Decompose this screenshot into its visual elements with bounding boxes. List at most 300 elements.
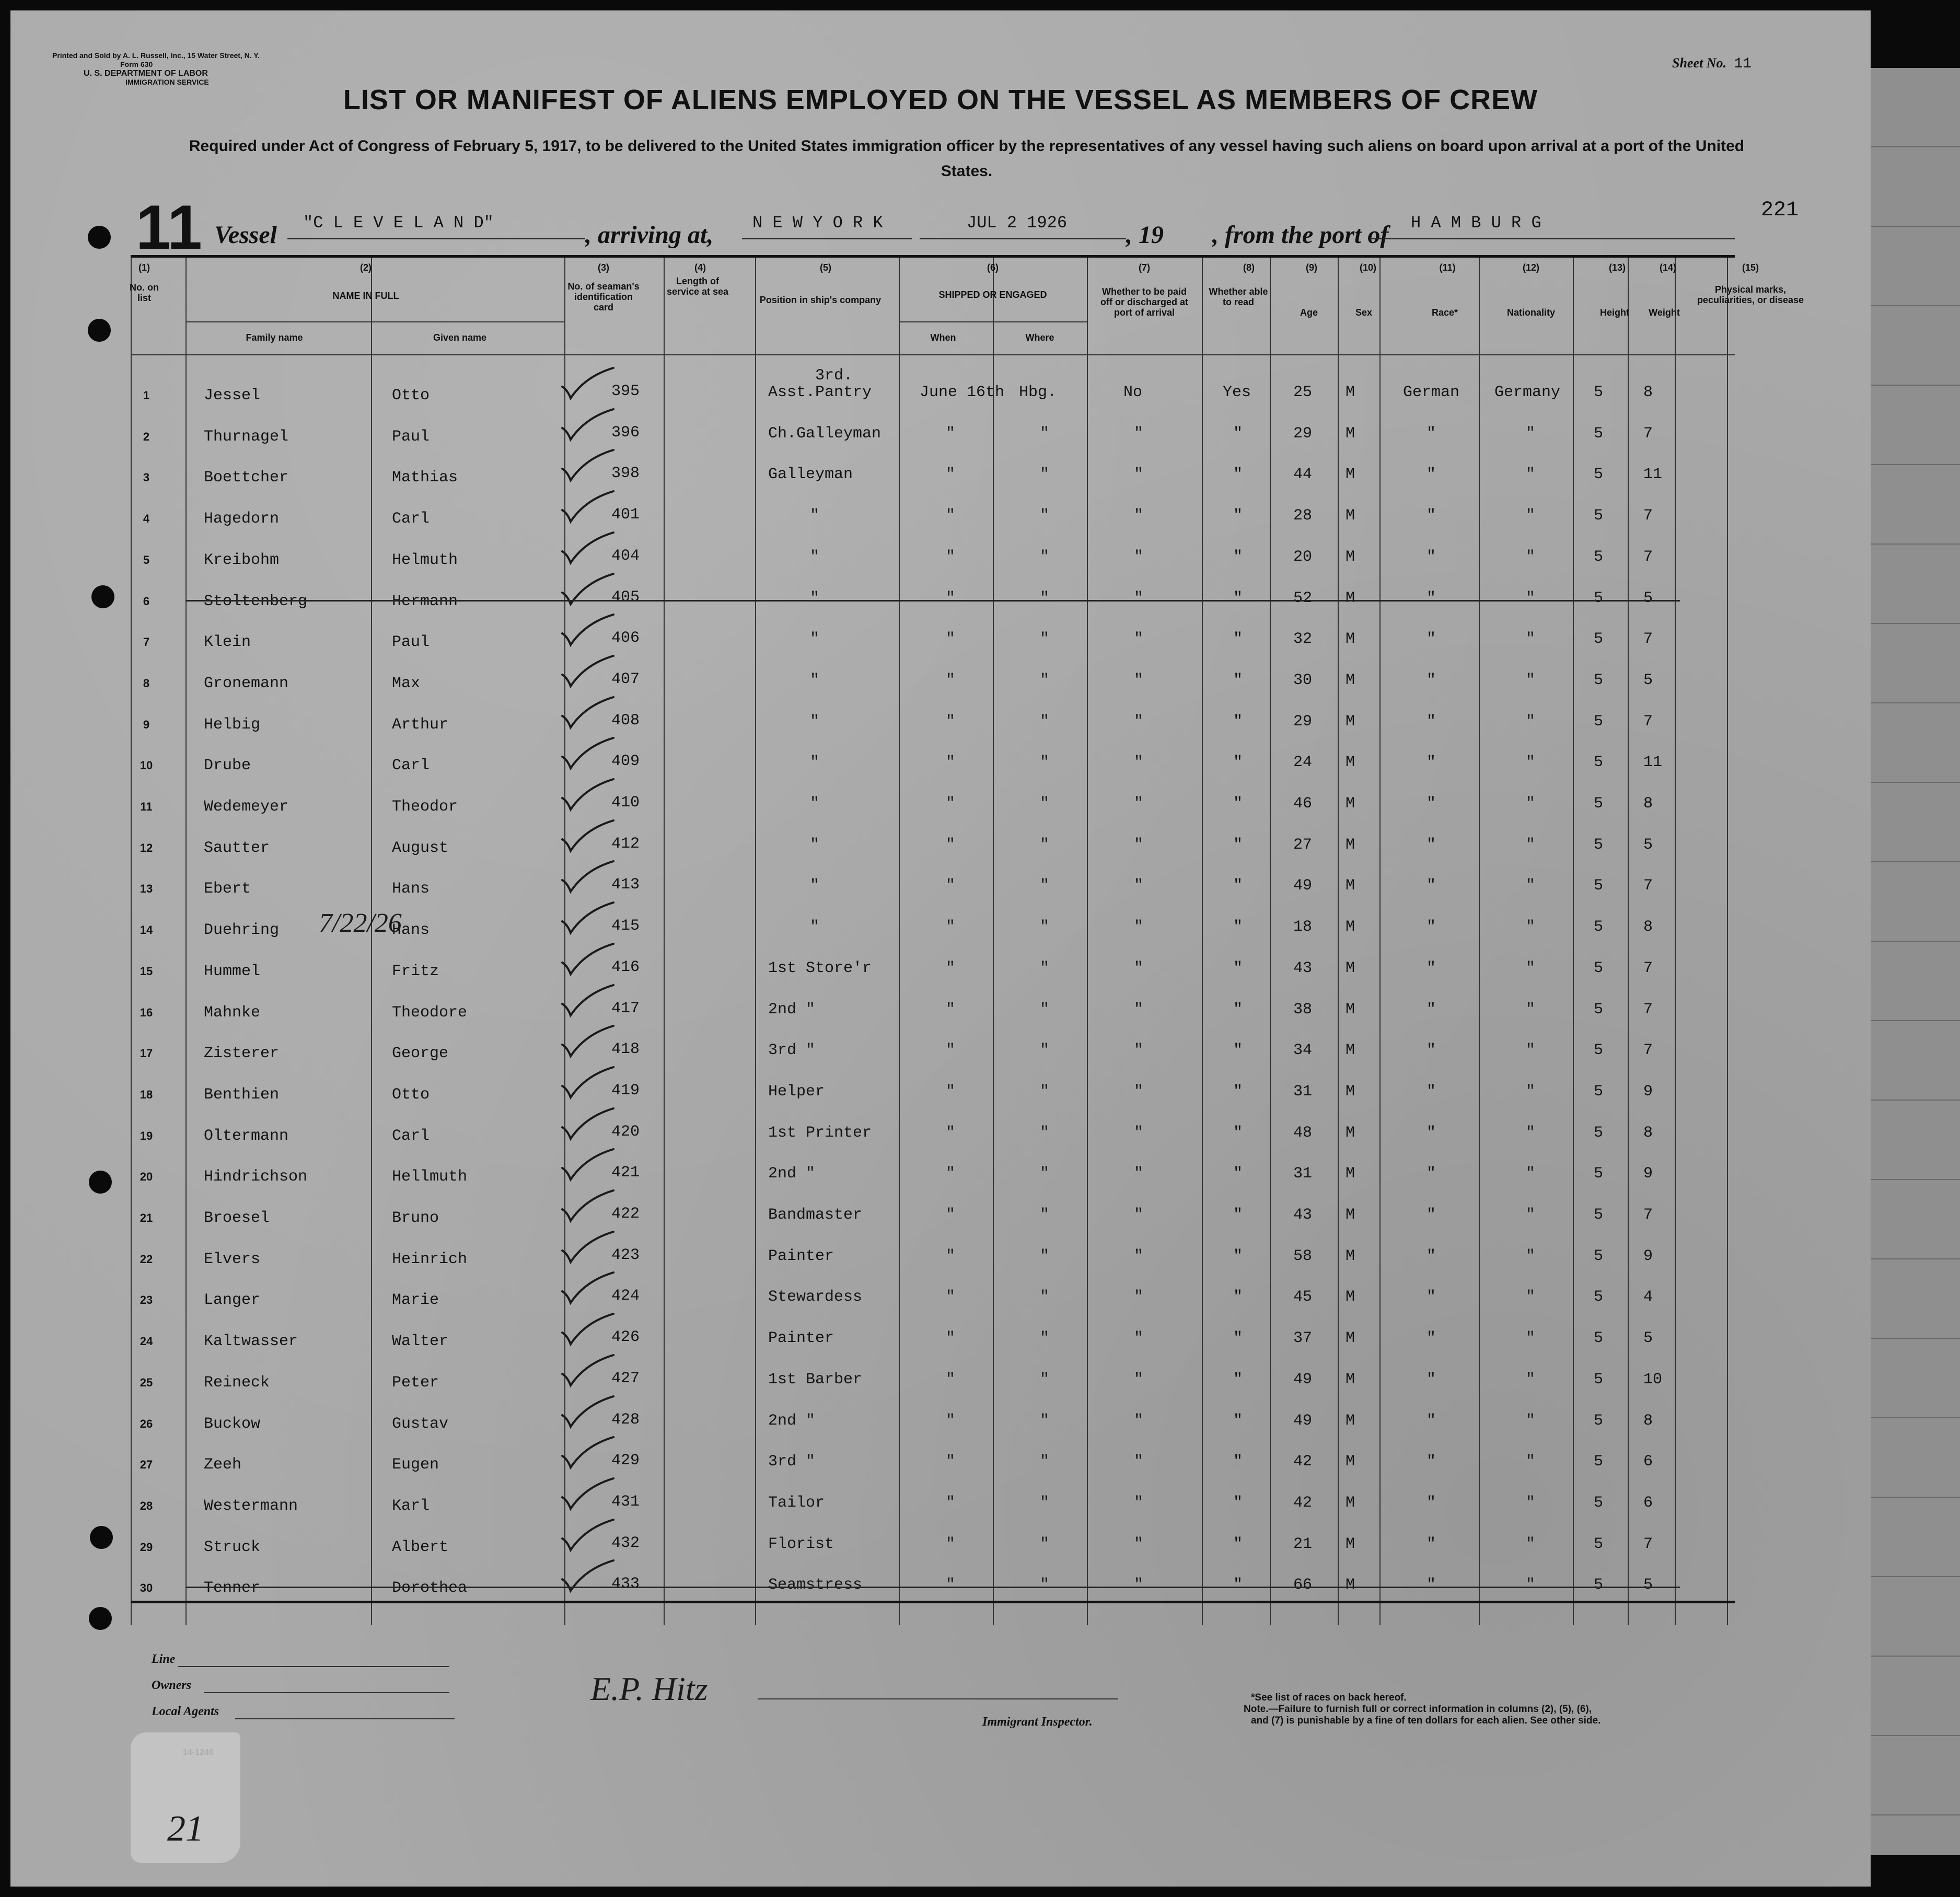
row-number: 15 [140, 964, 153, 978]
shipped-where: " [1040, 1576, 1050, 1594]
given-name: August [392, 839, 449, 857]
row-number: 25 [140, 1375, 153, 1389]
height: 5 [1594, 1412, 1604, 1430]
height: 5 [1594, 1288, 1604, 1306]
able-to-read: " [1233, 877, 1243, 895]
id-card-number: 422 [611, 1205, 640, 1223]
position: " [810, 795, 820, 813]
age: 24 [1293, 754, 1313, 772]
position: 2nd " [768, 1000, 816, 1019]
weight: 5 [1643, 836, 1653, 854]
age: 49 [1293, 1370, 1313, 1389]
height: 5 [1594, 466, 1604, 484]
line-field [178, 1666, 449, 1667]
height: 5 [1594, 671, 1604, 689]
handwritten-date-note: 7/22/26 [319, 908, 402, 939]
check-mark-icon [559, 777, 617, 814]
nationality: " [1526, 630, 1536, 649]
family-name: Oltermann [204, 1127, 289, 1145]
weight: 5 [1643, 589, 1653, 607]
paid-off: " [1134, 1124, 1144, 1142]
position: Seamstress [768, 1576, 863, 1594]
shipped-where: " [1040, 1329, 1050, 1348]
printer-line: Printed and Sold by A. L. Russell, Inc., 15 Water Street, N. Y. [52, 51, 260, 60]
row-number: 30 [140, 1581, 153, 1595]
paid-off: " [1134, 1042, 1144, 1060]
sex: M [1346, 877, 1355, 895]
given-name: Hans [392, 880, 430, 898]
shipped-when: " [946, 507, 956, 525]
nationality: Germany [1494, 384, 1561, 401]
race: " [1426, 1124, 1436, 1142]
weight: 7 [1643, 548, 1653, 566]
shipped-when: " [946, 754, 956, 772]
nationality: " [1526, 507, 1536, 525]
height: 5 [1594, 1535, 1604, 1553]
age: 45 [1293, 1288, 1313, 1306]
given-name: Hans [392, 921, 430, 940]
age: 38 [1293, 1000, 1313, 1019]
able-to-read: " [1233, 630, 1243, 649]
header-given-name: Given name [433, 332, 487, 343]
shipped-where: " [1040, 671, 1050, 689]
id-card-number: 426 [611, 1328, 640, 1347]
check-mark-icon [559, 859, 617, 896]
weight: 7 [1643, 1000, 1653, 1019]
shipped-where: " [1040, 1247, 1050, 1265]
given-name: Carl [392, 510, 430, 528]
arrival-date: JUL 2 1926 [967, 213, 1068, 233]
weight: 8 [1643, 384, 1653, 401]
family-name: Hummel [204, 962, 261, 980]
sex: M [1346, 507, 1355, 525]
header-physical-marks: Physical marks, peculiarities, or disease [1697, 284, 1804, 305]
paid-off: " [1134, 1370, 1144, 1389]
id-card-number: 431 [611, 1493, 640, 1511]
row-number: 1 [143, 389, 150, 402]
shipped-where: " [1040, 1206, 1050, 1224]
corner-handwritten-number: 21 [167, 1809, 204, 1849]
table-column-rule [1479, 255, 1480, 1625]
race: " [1426, 548, 1436, 566]
shipped-when: " [946, 1412, 956, 1430]
shipped-where: " [1040, 507, 1050, 525]
id-card-number: 416 [611, 958, 640, 976]
weight: 10 [1643, 1370, 1663, 1389]
nationality: " [1526, 959, 1536, 977]
able-to-read: " [1233, 918, 1243, 936]
col-number: (6) [987, 262, 999, 273]
given-name: Eugen [392, 1456, 439, 1474]
id-card-number: 406 [611, 629, 640, 647]
race: " [1426, 1206, 1436, 1224]
height: 5 [1594, 1000, 1604, 1019]
given-name: Arthur [392, 715, 449, 734]
nationality: " [1526, 1576, 1536, 1594]
header-position: Position in ship's company [759, 295, 882, 305]
page-subtitle: Required under Act of Congress of February 5, 1917, to be delivered to the United States immigration officer by the representatives of any vessel having such aliens on board upon arrival at a port of the United States. [189, 137, 1745, 180]
id-card-number: 433 [611, 1575, 640, 1593]
position: 1st Store'r [768, 959, 872, 977]
check-mark-icon [559, 1394, 617, 1431]
given-name: Mathias [392, 469, 458, 487]
able-to-read: " [1233, 1082, 1243, 1101]
weight: 7 [1643, 1206, 1653, 1224]
height: 5 [1594, 754, 1604, 772]
paid-off: " [1134, 1535, 1144, 1553]
height: 5 [1594, 1165, 1604, 1183]
id-card-number: 415 [611, 917, 640, 935]
paid-off: " [1134, 1288, 1144, 1306]
height: 5 [1594, 795, 1604, 813]
sheet-number-value: 11 [1734, 56, 1752, 72]
strike-through-line [185, 600, 1680, 602]
height: 5 [1594, 836, 1604, 854]
family-name: Struck [204, 1538, 261, 1556]
header-paid-off: Whether to be paid off or discharged at port of arrival [1100, 286, 1189, 318]
given-name: Paul [392, 427, 430, 446]
row-number: 7 [143, 635, 150, 649]
given-name: Marie [392, 1291, 439, 1310]
nationality: " [1526, 1000, 1536, 1019]
race: " [1426, 1288, 1436, 1306]
shipped-when: " [946, 1535, 956, 1553]
height: 5 [1594, 1247, 1604, 1265]
row-number: 10 [140, 759, 153, 772]
given-name: Peter [392, 1373, 439, 1392]
col-number: (15) [1742, 262, 1759, 273]
position: " [810, 630, 820, 649]
race: " [1426, 1412, 1436, 1430]
header-nationality: Nationality [1506, 307, 1555, 318]
row-number: 8 [143, 676, 150, 690]
position: Painter [768, 1329, 834, 1348]
given-name: Paul [392, 633, 430, 652]
position: Florist [768, 1535, 834, 1553]
shipped-where: Hbg. [1019, 384, 1057, 401]
position: 1st Barber [768, 1370, 863, 1389]
age: 48 [1293, 1124, 1313, 1142]
position: Bandmaster [768, 1206, 863, 1224]
row-number: 6 [143, 594, 150, 608]
race: " [1426, 1247, 1436, 1265]
paid-off: " [1134, 507, 1144, 525]
weight: 8 [1643, 1124, 1653, 1142]
sex: M [1346, 1370, 1355, 1389]
table-column-rule [1628, 255, 1629, 1625]
header-no-on-list: No. on list [130, 282, 159, 303]
race: " [1426, 959, 1436, 977]
family-name: Kaltwasser [204, 1333, 298, 1351]
position: " [810, 671, 820, 689]
shipped-where: " [1040, 877, 1050, 895]
shipped-where: " [1040, 1453, 1050, 1471]
id-card-number: 427 [611, 1369, 640, 1387]
manifest-sheet [10, 10, 1871, 1887]
age: 21 [1293, 1535, 1313, 1553]
paid-off: " [1134, 1576, 1144, 1594]
nationality: " [1526, 1042, 1536, 1060]
race: " [1426, 466, 1436, 484]
check-mark-icon [559, 612, 617, 649]
nationality: " [1526, 1247, 1536, 1265]
paid-off: " [1134, 1165, 1144, 1183]
given-name: Max [392, 674, 421, 692]
race: " [1426, 877, 1436, 895]
owners-field [204, 1692, 449, 1693]
height: 5 [1594, 1576, 1604, 1594]
year-label: , 19 [1126, 221, 1164, 249]
able-to-read: " [1233, 959, 1243, 977]
sex: M [1346, 1576, 1355, 1594]
weight: 8 [1643, 795, 1653, 813]
row-number: 29 [140, 1540, 153, 1554]
sex: M [1346, 918, 1355, 936]
nationality: " [1526, 1329, 1536, 1348]
able-to-read: " [1233, 1329, 1243, 1348]
sex: M [1346, 1247, 1355, 1265]
shipped-when: " [946, 1247, 956, 1265]
weight: 7 [1643, 1535, 1653, 1553]
race: " [1426, 1165, 1436, 1183]
able-to-read: " [1233, 1370, 1243, 1389]
paid-off: " [1134, 1453, 1144, 1471]
table-row-rule [185, 321, 564, 322]
sex: M [1346, 1124, 1355, 1142]
arriving-label: , arriving at, [585, 221, 714, 249]
sex: M [1346, 959, 1355, 977]
paid-off: " [1134, 630, 1144, 649]
paid-off: " [1134, 1329, 1144, 1348]
family-name: Helbig [204, 715, 261, 734]
sex: M [1346, 1206, 1355, 1224]
able-to-read: " [1233, 1535, 1243, 1553]
nationality: " [1526, 1124, 1536, 1142]
nationality: " [1526, 1412, 1536, 1430]
age: 66 [1293, 1576, 1313, 1594]
height: 5 [1594, 1042, 1604, 1060]
sex: M [1346, 1082, 1355, 1101]
weight: 9 [1643, 1165, 1653, 1183]
shipped-where: " [1040, 1082, 1050, 1101]
shipped-when: " [946, 1165, 956, 1183]
weight: 8 [1643, 918, 1653, 936]
header-name-in-full: NAME IN FULL [332, 291, 399, 301]
check-mark-icon [559, 1230, 617, 1266]
check-mark-icon [559, 407, 617, 444]
race: " [1426, 671, 1436, 689]
from-port: H A M B U R G [1411, 213, 1541, 233]
able-to-read: " [1233, 1000, 1243, 1019]
col-number: (2) [360, 262, 372, 273]
col-number: (8) [1243, 262, 1255, 273]
shipped-where: " [1040, 548, 1050, 566]
able-to-read: " [1233, 1124, 1243, 1142]
family-name: Duehring [204, 921, 280, 940]
family-name: Elvers [204, 1250, 261, 1268]
col-number: (7) [1139, 262, 1150, 273]
nationality: " [1526, 1535, 1536, 1553]
family-name: Benthien [204, 1085, 280, 1104]
row-number: 14 [140, 923, 153, 937]
table-column-rule [1379, 255, 1381, 1625]
vessel-name-line [287, 238, 585, 239]
shipped-where: " [1040, 424, 1050, 443]
row-number: 2 [143, 430, 150, 443]
age: 52 [1293, 589, 1313, 607]
check-mark-icon [559, 1518, 617, 1554]
given-name: Hermann [392, 592, 458, 610]
sex: M [1346, 1412, 1355, 1430]
check-mark-icon [559, 942, 617, 978]
line-label: Line [152, 1652, 176, 1666]
nationality: " [1526, 424, 1536, 443]
table-column-rule [185, 255, 187, 1625]
id-card-number: 424 [611, 1287, 640, 1305]
weight: 4 [1643, 1288, 1653, 1306]
paid-off: " [1134, 795, 1144, 813]
age: 25 [1293, 384, 1313, 401]
row-number: 18 [140, 1088, 153, 1101]
shipped-when: " [946, 424, 956, 443]
inspector-signature-line [758, 1698, 1118, 1699]
weight: 7 [1643, 877, 1653, 895]
family-name: Hagedorn [204, 510, 280, 528]
age: 30 [1293, 671, 1313, 689]
col-number: (3) [598, 262, 609, 273]
given-name: Albert [392, 1538, 449, 1556]
position: Galleyman [768, 466, 853, 484]
shipped-when: " [946, 1288, 956, 1306]
header-weight: Weight [1649, 307, 1680, 318]
id-card-number: 409 [611, 753, 640, 771]
row-number: 16 [140, 1005, 153, 1019]
position: " [810, 754, 820, 772]
header-sex: Sex [1355, 307, 1373, 318]
id-card-number: 419 [611, 1081, 640, 1100]
age: 58 [1293, 1247, 1313, 1265]
height: 5 [1594, 712, 1604, 731]
height: 5 [1594, 1124, 1604, 1142]
height: 5 [1594, 548, 1604, 566]
given-name: George [392, 1045, 449, 1063]
shipped-when: " [946, 1082, 956, 1101]
header-family-name: Family name [246, 332, 303, 343]
header-height: Height [1600, 307, 1629, 318]
position: Stewardess [768, 1288, 863, 1306]
sex: M [1346, 384, 1355, 401]
race: " [1426, 507, 1436, 525]
table-column-rule [1270, 255, 1271, 1625]
weight: 7 [1643, 959, 1653, 977]
weight: 7 [1643, 1042, 1653, 1060]
race: " [1426, 1042, 1436, 1060]
row-number: 12 [140, 841, 153, 854]
check-mark-icon [559, 366, 617, 402]
check-mark-icon [559, 1270, 617, 1307]
age: 43 [1293, 959, 1313, 977]
able-to-read: " [1233, 1206, 1243, 1224]
row-number: 21 [140, 1211, 153, 1224]
id-card-number: 418 [611, 1040, 640, 1059]
shipped-where: " [1040, 1535, 1050, 1553]
given-name: Theodor [392, 798, 458, 816]
form-number: Form 630 [120, 60, 153, 68]
shipped-when: " [946, 466, 956, 484]
paid-off: " [1134, 877, 1144, 895]
paid-off: No [1123, 384, 1143, 401]
weight: 9 [1643, 1247, 1653, 1265]
shipped-when: " [946, 877, 956, 895]
id-card-number: 398 [611, 465, 640, 483]
header-id-card: No. of seaman's identification card [567, 281, 640, 313]
given-name: Bruno [392, 1209, 439, 1227]
position: 2nd " [768, 1165, 816, 1183]
sex: M [1346, 1042, 1355, 1060]
row-number: 28 [140, 1499, 153, 1512]
paid-off: " [1134, 1494, 1144, 1512]
col-number: (9) [1306, 262, 1317, 273]
binder-hole [89, 1607, 112, 1630]
able-to-read: " [1233, 1576, 1243, 1594]
age: 42 [1293, 1494, 1313, 1512]
shipped-where: " [1040, 836, 1050, 854]
shipped-when: " [946, 1000, 956, 1019]
shipped-where: " [1040, 589, 1050, 607]
shipped-when: " [946, 1329, 956, 1348]
height: 5 [1594, 589, 1604, 607]
table-column-rule [993, 255, 994, 1625]
weight: 7 [1643, 712, 1653, 731]
check-mark-icon [559, 572, 617, 608]
family-name: Stoltenberg [204, 592, 308, 610]
shipped-where: " [1040, 712, 1050, 731]
id-card-number: 396 [611, 423, 640, 442]
family-name: Klein [204, 633, 251, 652]
age: 28 [1293, 507, 1313, 525]
given-name: Dorothea [392, 1579, 468, 1598]
col-number: (14) [1659, 262, 1676, 273]
shipped-when: " [946, 795, 956, 813]
paid-off: " [1134, 1206, 1144, 1224]
binder-hole [91, 585, 114, 608]
family-name: Buckow [204, 1415, 261, 1433]
race: " [1426, 1082, 1436, 1101]
paid-off: " [1134, 424, 1144, 443]
shipped-when: " [946, 712, 956, 731]
nationality: " [1526, 1494, 1536, 1512]
shipped-where: " [1040, 466, 1050, 484]
id-card-number: 432 [611, 1534, 640, 1552]
nationality: " [1526, 1453, 1536, 1471]
able-to-read: " [1233, 1165, 1243, 1183]
id-card-number: 408 [611, 711, 640, 730]
height: 5 [1594, 424, 1604, 443]
nationality: " [1526, 671, 1536, 689]
id-card-number: 412 [611, 835, 640, 853]
able-to-read: " [1233, 589, 1243, 607]
nationality: " [1526, 1082, 1536, 1101]
nationality: " [1526, 589, 1536, 607]
nationality: " [1526, 1370, 1536, 1389]
check-mark-icon [559, 983, 617, 1020]
age: 37 [1293, 1329, 1313, 1348]
row-number: 24 [140, 1335, 153, 1348]
table-column-rule [371, 255, 372, 1625]
sex: M [1346, 1000, 1355, 1019]
check-mark-icon [559, 736, 617, 772]
id-card-number: 417 [611, 999, 640, 1017]
